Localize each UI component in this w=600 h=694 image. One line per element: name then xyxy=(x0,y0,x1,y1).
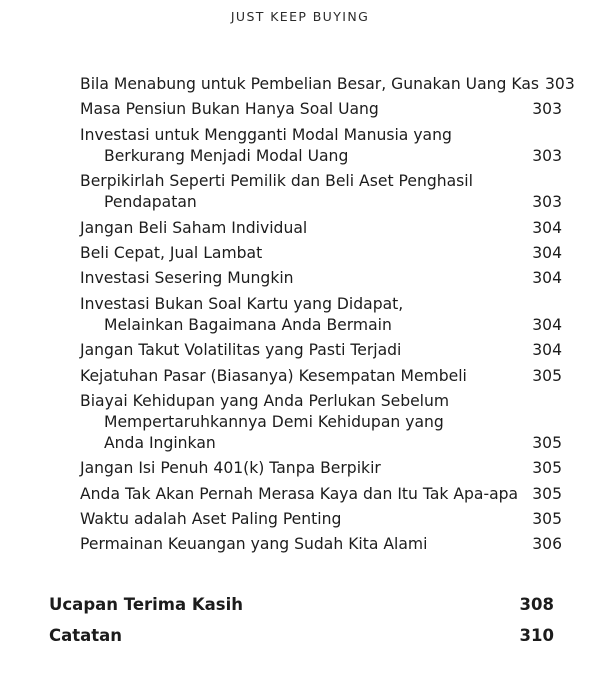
toc-entry xyxy=(0,171,600,213)
toc-entry-page-number: 303 xyxy=(545,75,575,93)
toc-entry-title-line: Jangan Beli Saham Individual xyxy=(80,218,308,237)
toc-entry-title xyxy=(80,171,526,213)
toc-list xyxy=(0,74,600,560)
chapter-title: Catatan xyxy=(49,626,123,645)
toc-entry xyxy=(0,509,600,530)
toc-entry-page-number: 305 xyxy=(532,459,562,478)
chapter-page-number: 310 xyxy=(519,626,554,645)
toc-entry-title-continuation: Pendapatan xyxy=(104,193,197,212)
toc-entry xyxy=(0,125,600,167)
toc-entry-title-line: Permainan Keuangan yang Sudah Kita Alami xyxy=(80,535,428,554)
chapter-entry xyxy=(0,594,600,616)
toc-entry-title xyxy=(80,458,526,479)
toc-entry-title-line: Bila Menabung untuk Pembelian Besar, Gunakan Uang Kas xyxy=(80,75,540,93)
toc-entry-title-line: Masa Pensiun Bukan Hanya Soal Uang xyxy=(80,100,379,119)
toc-entry-title-line: Investasi Bukan Soal Kartu yang Didapat, xyxy=(80,294,404,313)
toc-entry-title-continuation: Berkurang Menjadi Modal Uang xyxy=(104,146,349,165)
toc-entry-title-line: Anda Tak Akan Pernah Merasa Kaya dan Itu Tak Apa-apa xyxy=(80,484,519,503)
toc-entry-title xyxy=(80,391,526,454)
toc-entry xyxy=(0,74,600,95)
toc-entry-title xyxy=(80,268,526,289)
toc-entry-title xyxy=(80,218,526,239)
toc-entry xyxy=(0,391,600,454)
toc-entry-page-number: 304 xyxy=(532,315,562,334)
toc-entry xyxy=(0,340,600,361)
toc-entry xyxy=(0,534,600,555)
toc-entry xyxy=(0,99,600,120)
toc-entry xyxy=(0,268,600,289)
toc-entry-title-continuation: Mempertaruhkannya Demi Kehidupan yang xyxy=(104,412,444,431)
toc-entry-title-line: Berpikirlah Seperti Pemilik dan Beli Aset Penghasil xyxy=(80,172,473,191)
chapter-list xyxy=(0,594,600,656)
toc-entry-page-number: 305 xyxy=(532,433,562,452)
toc-entry-page-number: 305 xyxy=(532,484,562,503)
toc-entry-title xyxy=(80,125,526,167)
toc-entry-page-number: 305 xyxy=(532,510,562,529)
toc-entry-title xyxy=(80,294,526,336)
chapter-title: Ucapan Terima Kasih xyxy=(49,595,244,614)
toc-entry-page-number: 304 xyxy=(532,218,562,237)
toc-entry xyxy=(0,484,600,505)
toc-entry-title-continuation: Melainkan Bagaimana Anda Bermain xyxy=(104,315,392,334)
toc-entry-title-line: Investasi Sesering Mungkin xyxy=(80,269,294,288)
toc-entry-title xyxy=(80,340,526,361)
toc-entry-page-number: 303 xyxy=(532,100,562,119)
toc-entry-page-number: 303 xyxy=(532,193,562,212)
chapter-entry xyxy=(0,625,600,647)
toc-entry-title xyxy=(80,243,526,264)
toc-entry-page-number: 304 xyxy=(532,243,562,262)
toc-entry-title-line: Waktu adalah Aset Paling Penting xyxy=(80,510,342,529)
toc-entry-title-line: Jangan Isi Penuh 401(k) Tanpa Berpikir xyxy=(80,459,381,478)
toc-entry-page-number: 304 xyxy=(532,269,562,288)
toc-entry-page-number: 306 xyxy=(532,535,562,554)
toc-entry-title xyxy=(80,366,526,387)
toc-entry-title xyxy=(80,99,526,120)
toc-entry-title xyxy=(80,484,526,505)
toc-entry xyxy=(0,458,600,479)
toc-entry-title-line: Kejatuhan Pasar (Biasanya) Kesempatan Membeli xyxy=(80,366,467,385)
toc-entry xyxy=(0,366,600,387)
toc-entry-title xyxy=(80,509,526,530)
chapter-page-number: 308 xyxy=(519,595,554,614)
toc-entry xyxy=(0,243,600,264)
toc-entry-title-continuation: Anda Inginkan xyxy=(104,433,216,452)
toc-entry-title-line: Jangan Takut Volatilitas yang Pasti Terjadi xyxy=(80,341,402,360)
toc-entry-title xyxy=(80,74,539,95)
toc-entry-page-number: 304 xyxy=(532,341,562,360)
toc-entry-title-line: Beli Cepat, Jual Lambat xyxy=(80,243,263,262)
toc-entry xyxy=(0,294,600,336)
toc-entry-title-line: Investasi untuk Mengganti Modal Manusia yang xyxy=(80,125,452,144)
toc-entry-title xyxy=(80,534,526,555)
toc-entry-title-line: Biayai Kehidupan yang Anda Perlukan Sebelum xyxy=(80,391,450,410)
toc-entry-page-number: 305 xyxy=(532,366,562,385)
toc-entry-page-number: 303 xyxy=(532,146,562,165)
running-header: JUST KEEP BUYING xyxy=(230,9,370,24)
toc-entry xyxy=(0,218,600,239)
